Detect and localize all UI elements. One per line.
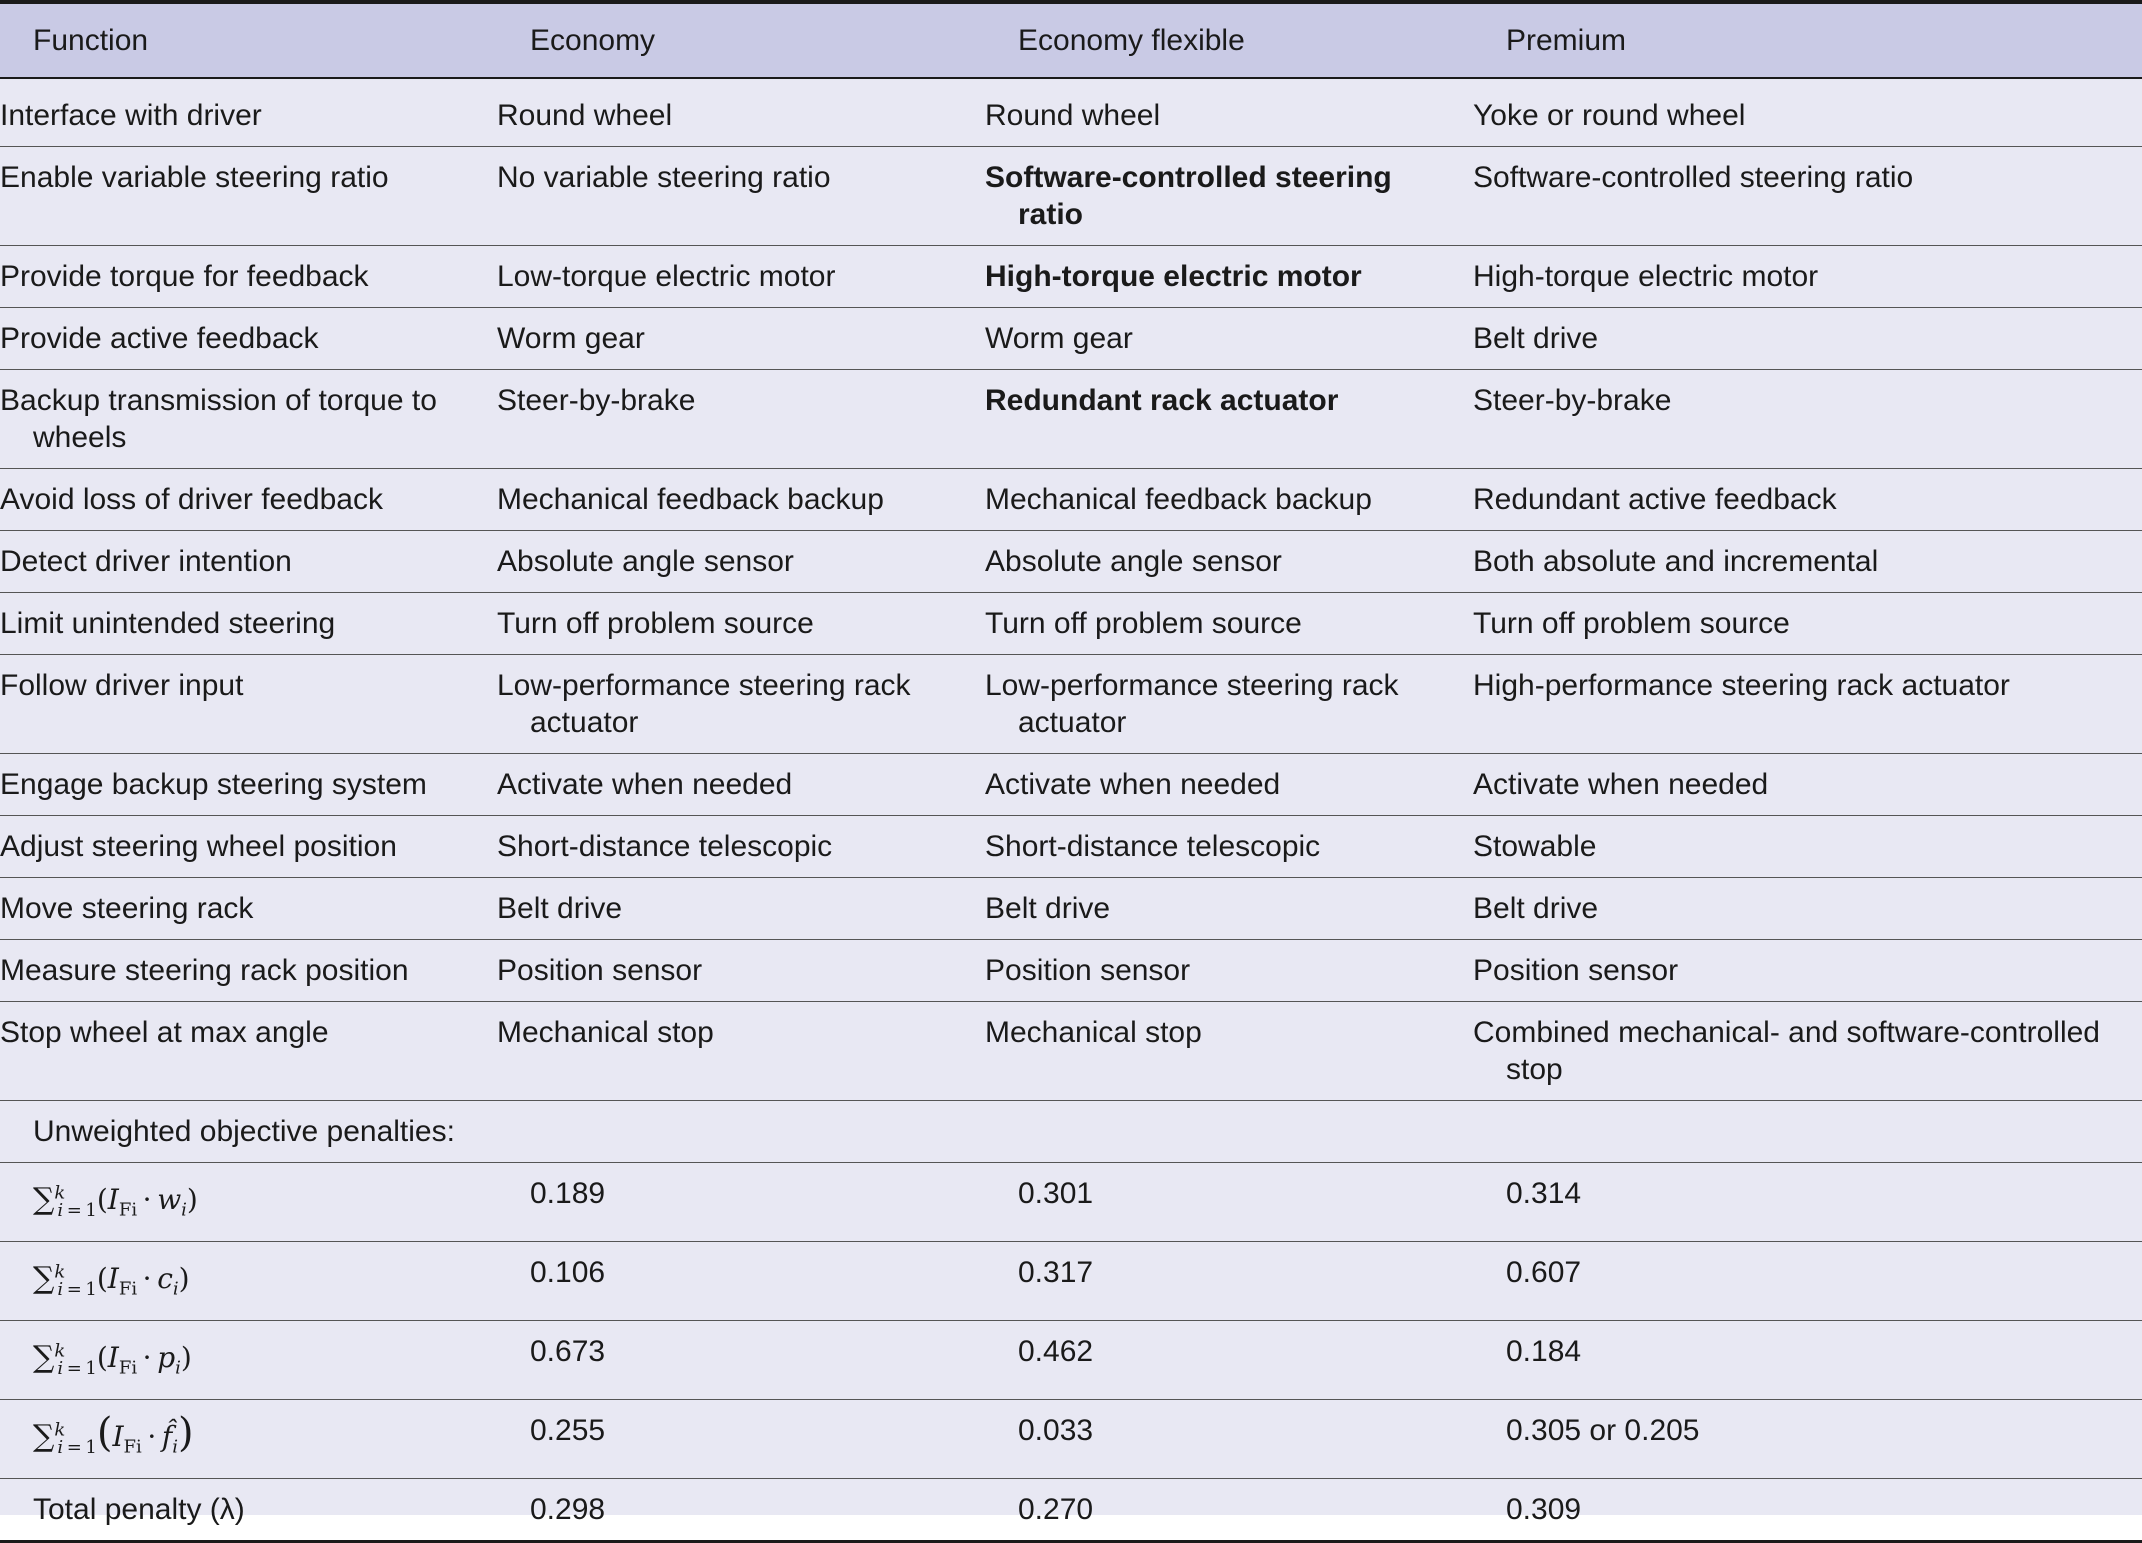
- function-cell: [0, 593, 497, 655]
- premium-cell: [1473, 246, 2142, 308]
- function-cell-text: Engage backup steering system: [0, 768, 427, 801]
- penalties-label-row: [0, 1101, 2142, 1163]
- economy-flexible-cell-text: Belt drive: [985, 892, 1111, 925]
- premium-cell: [1473, 593, 2142, 655]
- premium-cell: [1473, 308, 2142, 370]
- function-cell: [0, 147, 497, 246]
- function-cell-text: Interface with driver: [0, 99, 262, 132]
- table-row: [0, 147, 2142, 246]
- total-economy: 0.298: [497, 1478, 985, 1541]
- table-row: [0, 655, 2142, 754]
- function-cell-text: Provide torque for feedback: [0, 260, 369, 293]
- function-cell: [0, 469, 497, 531]
- economy-flexible-cell-text: Activate when needed: [985, 768, 1281, 801]
- total-economy-flexible: 0.270: [985, 1478, 1473, 1541]
- header-economy: Economy: [530, 24, 656, 57]
- function-cell-text: Provide active feedback: [0, 322, 319, 355]
- economy-cell-text: Low-torque electric motor: [497, 260, 836, 293]
- economy-flexible-cell-text: High-torque electric motor: [985, 260, 1362, 293]
- function-cell-text: Limit unintended steering: [0, 607, 336, 640]
- economy-cell-text: Activate when needed: [497, 768, 793, 801]
- economy-cell: [497, 816, 985, 878]
- header-economy-flexible: Economy flexible: [1018, 24, 1245, 57]
- economy-cell: [497, 308, 985, 370]
- penalty-formula: $\sum^k_{i = 1}(I_{Fi} \cdot c_i)$: [33, 1261, 190, 1300]
- penalty-premium: 0.607: [1473, 1241, 2142, 1320]
- economy-cell-text: Absolute angle sensor: [497, 545, 794, 578]
- economy-flexible-cell-text: Mechanical stop: [985, 1016, 1202, 1049]
- premium-cell-text: Steer-by-brake: [1473, 384, 1672, 417]
- economy-flexible-cell: [985, 593, 1473, 655]
- economy-flexible-cell: [985, 308, 1473, 370]
- economy-cell-text: Round wheel: [497, 99, 673, 132]
- premium-cell-text: High-torque electric motor: [1473, 260, 1819, 293]
- economy-flexible-cell: [985, 754, 1473, 816]
- economy-flexible-cell: [985, 246, 1473, 308]
- penalty-row: [0, 1163, 2142, 1242]
- premium-cell: [1473, 85, 2142, 147]
- function-cell-text: Detect driver intention: [0, 545, 292, 578]
- premium-cell-text: Turn off problem source: [1473, 607, 1790, 640]
- function-cell: [0, 655, 497, 754]
- economy-cell: [497, 940, 985, 1002]
- premium-cell-text: Activate when needed: [1473, 768, 1769, 801]
- economy-cell-text: Belt drive: [497, 892, 623, 925]
- premium-cell: [1473, 531, 2142, 593]
- economy-cell: [497, 1002, 985, 1101]
- economy-cell: [497, 655, 985, 754]
- economy-flexible-cell: [985, 655, 1473, 754]
- penalty-row: [0, 1399, 2142, 1478]
- economy-cell: [497, 531, 985, 593]
- table-row: [0, 246, 2142, 308]
- economy-flexible-cell: [985, 940, 1473, 1002]
- penalty-economy-flexible: 0.301: [985, 1163, 1473, 1242]
- penalty-formula: $\sum^k_{i = 1}(I_{Fi} \cdot p_i)$: [33, 1340, 192, 1379]
- economy-flexible-cell: [985, 816, 1473, 878]
- economy-flexible-cell: [985, 1002, 1473, 1101]
- table-row: [0, 593, 2142, 655]
- penalty-formula: $\sum^k_{i = 1}(I_{Fi}$ · $f̂_i$): [33, 1410, 194, 1458]
- economy-flexible-cell-text: Software-controlled steering ratio: [985, 161, 1392, 231]
- table-row: [0, 308, 2142, 370]
- economy-cell-text: Turn off problem source: [497, 607, 814, 640]
- table-row: [0, 754, 2142, 816]
- economy-cell-text: No variable steering ratio: [497, 161, 831, 194]
- header-premium: Premium: [1506, 24, 1627, 57]
- function-cell: [0, 940, 497, 1002]
- penalty-row: [0, 1320, 2142, 1399]
- premium-cell-text: Software-controlled steering ratio: [1473, 161, 1914, 194]
- economy-cell-text: Low-performance steering rack actuator: [497, 669, 911, 739]
- header-row: [0, 2, 2142, 78]
- economy-cell: [497, 246, 985, 308]
- total-premium: 0.309: [1473, 1478, 2142, 1541]
- premium-cell-text: Belt drive: [1473, 892, 1599, 925]
- function-cell: [0, 85, 497, 147]
- penalty-economy-flexible: 0.317: [985, 1241, 1473, 1320]
- premium-cell: [1473, 940, 2142, 1002]
- economy-flexible-cell: [985, 531, 1473, 593]
- economy-cell-text: Worm gear: [497, 322, 645, 355]
- table-row: [0, 1002, 2142, 1101]
- table-row: [0, 469, 2142, 531]
- function-cell: [0, 370, 497, 469]
- penalty-economy-flexible: 0.462: [985, 1320, 1473, 1399]
- premium-cell: [1473, 370, 2142, 469]
- premium-cell: [1473, 469, 2142, 531]
- economy-flexible-cell: [985, 147, 1473, 246]
- premium-cell: [1473, 147, 2142, 246]
- table-row: [0, 878, 2142, 940]
- economy-flexible-cell-text: Turn off problem source: [985, 607, 1302, 640]
- spacer-row: [0, 78, 2142, 85]
- economy-cell: [497, 85, 985, 147]
- function-cell-text: Move steering rack: [0, 892, 254, 925]
- table-row: [0, 531, 2142, 593]
- penalty-formula-cell: [0, 1241, 497, 1320]
- economy-cell: [497, 147, 985, 246]
- economy-cell: [497, 754, 985, 816]
- economy-cell-text: Position sensor: [497, 954, 703, 987]
- function-cell-text: Measure steering rack position: [0, 954, 409, 987]
- penalty-economy: 0.673: [497, 1320, 985, 1399]
- economy-cell: [497, 878, 985, 940]
- function-cell: [0, 816, 497, 878]
- economy-flexible-cell: [985, 878, 1473, 940]
- economy-flexible-cell-text: Absolute angle sensor: [985, 545, 1282, 578]
- premium-cell-text: Stowable: [1473, 830, 1597, 863]
- premium-cell-text: Yoke or round wheel: [1473, 99, 1746, 132]
- penalty-formula-cell: [0, 1163, 497, 1242]
- economy-flexible-cell-text: Low-performance steering rack actuator: [985, 669, 1399, 739]
- function-cell-text: Backup transmission of torque to wheels: [0, 384, 437, 454]
- penalty-economy: 0.189: [497, 1163, 985, 1242]
- function-cell: [0, 878, 497, 940]
- economy-cell-text: Mechanical feedback backup: [497, 483, 884, 516]
- economy-cell: [497, 469, 985, 531]
- table-body: [0, 78, 2142, 1541]
- penalties-label: Unweighted objective penalties:: [0, 1101, 2142, 1163]
- premium-cell: [1473, 754, 2142, 816]
- penalty-premium: 0.305 or 0.205: [1473, 1399, 2142, 1478]
- economy-cell-text: Short-distance telescopic: [497, 830, 833, 863]
- table-row: [0, 940, 2142, 1002]
- total-row: [0, 1478, 2142, 1541]
- penalty-formula-cell: [0, 1399, 497, 1478]
- economy-flexible-cell-text: Redundant rack actuator: [985, 384, 1339, 417]
- function-cell: [0, 308, 497, 370]
- penalty-economy: 0.106: [497, 1241, 985, 1320]
- economy-flexible-cell: [985, 370, 1473, 469]
- penalty-premium: 0.314: [1473, 1163, 2142, 1242]
- function-cell-text: Follow driver input: [0, 669, 244, 702]
- function-cell-text: Stop wheel at max angle: [0, 1016, 329, 1049]
- economy-flexible-cell-text: Round wheel: [985, 99, 1161, 132]
- economy-flexible-cell-text: Short-distance telescopic: [985, 830, 1321, 863]
- penalty-formula-cell: [0, 1320, 497, 1399]
- premium-cell-text: High-performance steering rack actuator: [1473, 669, 2010, 702]
- premium-cell: [1473, 878, 2142, 940]
- premium-cell-text: Combined mechanical- and software-controlled stop: [1473, 1016, 2100, 1086]
- function-cell: [0, 754, 497, 816]
- table-row: [0, 85, 2142, 147]
- economy-flexible-cell: [985, 469, 1473, 531]
- function-cell-text: Enable variable steering ratio: [0, 161, 389, 194]
- premium-cell: [1473, 655, 2142, 754]
- function-cell-text: Adjust steering wheel position: [0, 830, 397, 863]
- function-cell: [0, 531, 497, 593]
- penalty-row: [0, 1241, 2142, 1320]
- premium-cell: [1473, 816, 2142, 878]
- economy-cell: [497, 370, 985, 469]
- premium-cell-text: Both absolute and incremental: [1473, 545, 1879, 578]
- economy-flexible-cell-text: Worm gear: [985, 322, 1133, 355]
- economy-cell-text: Mechanical stop: [497, 1016, 714, 1049]
- header-function: Function: [33, 24, 149, 57]
- function-cell: [0, 246, 497, 308]
- function-cell: [0, 1002, 497, 1101]
- premium-cell-text: Belt drive: [1473, 322, 1599, 355]
- premium-cell-text: Redundant active feedback: [1473, 483, 1837, 516]
- premium-cell-text: Position sensor: [1473, 954, 1679, 987]
- penalty-premium: 0.184: [1473, 1320, 2142, 1399]
- table-row: [0, 816, 2142, 878]
- economy-flexible-cell-text: Position sensor: [985, 954, 1191, 987]
- economy-cell-text: Steer-by-brake: [497, 384, 696, 417]
- economy-flexible-cell-text: Mechanical feedback backup: [985, 483, 1372, 516]
- penalty-economy: 0.255: [497, 1399, 985, 1478]
- function-cell-text: Avoid loss of driver feedback: [0, 483, 383, 516]
- economy-flexible-cell: [985, 85, 1473, 147]
- total-label: Total penalty (λ): [0, 1478, 497, 1541]
- table-header: [0, 2, 2142, 78]
- economy-cell: [497, 593, 985, 655]
- penalty-formula: $\sum^k_{i = 1}(I_{Fi} \cdot w_i)$: [33, 1182, 198, 1221]
- premium-cell: [1473, 1002, 2142, 1101]
- penalty-economy-flexible: 0.033: [985, 1399, 1473, 1478]
- table-row: [0, 370, 2142, 469]
